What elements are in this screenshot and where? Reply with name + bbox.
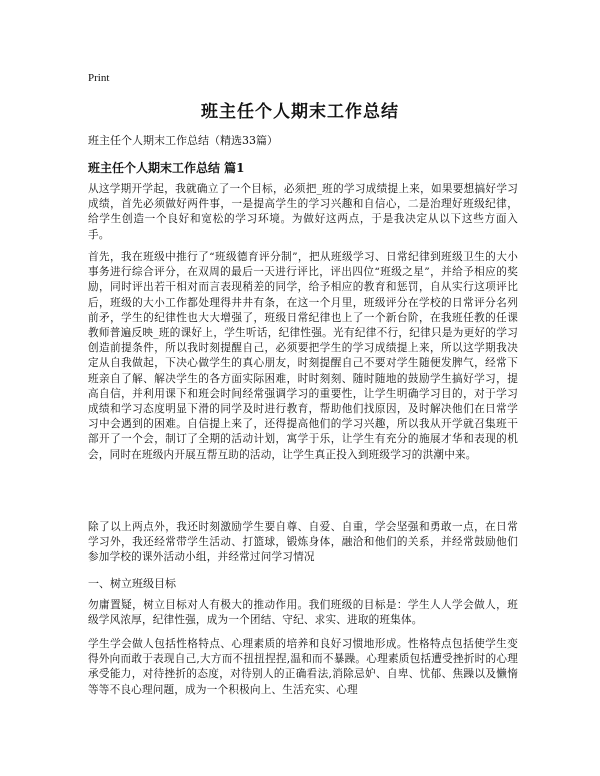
paragraph-3: 除了以上两点外，我还时刻激励学生要自尊、自爱、自重，学会坚强和勇敢一点，在日常学习外，我还经常带学生活动、打篮球，锻炼身体，融洽和他们的关系，并经常鼓励他们参加学校的课外活动小组，并经常过问学习情况 [88,521,518,564]
paragraph-2: 首先，我在班级中推行了“班级德育评分制”，把从班级学习、日常纪律到班级卫生的大小事务进行综合评分，在双周的最后一天进行评比，评出四位“班级之星”，并给予相应的奖励，同时评出若干相对而言表现稍差的同学，给予相应的教育和惩罚，自从实行这项评比后，班级的大小工作都处理得井井有条，在这一个月里，班级评分在学校的日常评分名列前矛，学生的纪律性也大大增强了，班级日常纪律也上了一个新台阶，在我班任教的任课教师普遍反映_班的课好上，学生听话，纪律性强。光有纪律不行，纪律只是为更好的学习创造前提条件，所以我时刻提醒自己，必须要把学生的学习成绩提上来，所以这学期我决定从自我做起，下决心做学生的真心朋友，时刻提醒自己不要对学生随便发脾气，经常下班亲自了解、解决学生的各方面实际困难，时时刻刻、随时随地的鼓励学生搞好学习，提高自信，并利用课下和班会时间经常强调学习的重要性，让学生明确学习目的，对于学习成绩和学习态度明显下滑的同学及时进行教育，帮助他们找原因，及时解决他们在日常学习中会遇到的困难。自信提上来了，还得提高他们的学习兴趣，所以我从开学就召集班干部开了一个会，制订了全期的活动计划，寓学于乐，让学生有充分的施展才华和表现的机会，同时在班级内开展互帮互助的活动，让学生真正投入到班级学习的洪潮中来。 [88,251,518,461]
document-title: 班主任个人期末工作总结 [201,102,399,122]
print-link[interactable]: Print [88,72,110,84]
section-heading: 班主任个人期末工作总结 篇1 [88,161,245,175]
paragraph-1: 从这学期开学起，我就确立了一个目标，必须把_班的学习成绩提上来，如果要想搞好学习成绩，首先必须做好两件事，一是提高学生的学习兴趣和自信心，二是治理好班级纪律，给学生创造一个良好和宽松的学习环境。为做好这两点，于是我决定从以下这些方面入手。 [88,183,518,241]
paragraph-4: 勿庸置疑，树立目标对人有极大的推动作用。我们班级的目标是：学生人人学会做人，班级学风浓厚，纪律性强，成为一个团结、守纪、求实、进取的班集体。 [88,599,518,627]
document-subtitle: 班主任个人期末工作总结（精选33篇） [88,134,278,147]
subheading-goals: 一、树立班级目标 [88,577,176,590]
paragraph-5: 学生学会做人包括性格特点、心理素质的培养和良好习惯地形成。性格特点包括使学生变得外向而敢于表现自己,大方而不扭扭捏捏,温和而不暴躁。心理素质包括遭受挫折时的心理承受能力，对待挫折的态度，对待别人的正确看法,消除忌妒、自卑、忧郁、焦躁以及懒惰等等不良心理问题，成为一个积极向上、生活充实、心理 [88,638,518,696]
